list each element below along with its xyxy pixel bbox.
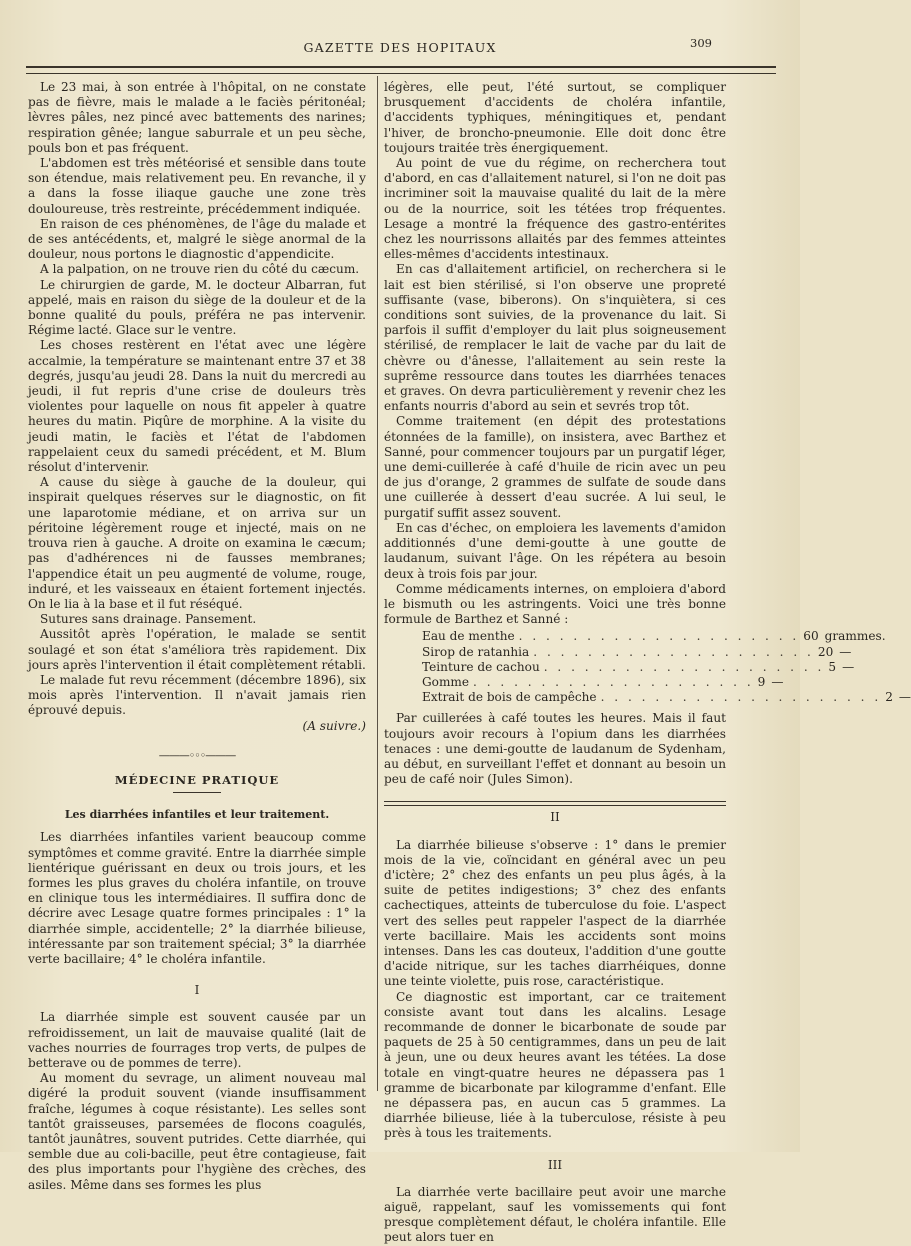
leader-dots: . . . . . . . . . . . . . . . . . . . . . [600,690,882,705]
ingredient-name: Extrait de bois de campêche [422,690,597,705]
ingredient-unit: — [771,674,784,689]
section-title: MÉDECINE PRATIQUE [114,772,280,787]
paragraph: Ce diagnostic est important, car ce traitement consiste avant tout dans les alcalins. Lesage recommande de donner le bicarbonate de soude par paquets de 25 à 50 centigrammes, dans un peu de lait à jeun, une ou deux heures avant les tétées. La dose totale en vingt-quatre heures ne dépassera pas 1 gramme de bicarbonate par kilogramme d'enfant. Elle ne dépassera pas, en aucun cas 5 grammes. La diarrhée bilieuse, liée à la tuberculose, résiste à peu près à tous les traitements. [384,989,726,1141]
formula-row [422,629,886,644]
paragraph: Le malade fut revu récemment (décembre 1896), six mois après l'intervention. Il n'avait jamais rien éprouvé depuis. [28,672,366,718]
column-divider [377,76,378,1091]
formula-row [422,674,784,690]
leader-dots: . . . . . . . . . . . . . . . . . . . . . [518,629,800,644]
paragraph: Sutures sans drainage. Pansement. [40,612,257,627]
paragraph: En raison de ces phénomènes, de l'âge du malade et de ses antécédents, et, malgré le siège anormal de la douleur, nous portons le diagnostic d'appendicite. [28,216,366,262]
right-column [384,80,911,1246]
paragraph: Au moment du sevrage, un aliment nouveau mal digéré la produit souvent (viande insuffisamment fraîche, légumes à coque résistante). Les selles sont tantôt graisseuses, parsemées de flocons coagulés, tantôt jaunâtres, souvent putrides. Cette diarrhée, qui semble due au coli-bacille, peut être contagieuse, fait des plus importants pour l'hygiène des crèches, des asiles. Même dans ses formes les plus [28,1071,366,1192]
section-numeral: II [550,810,560,825]
ornament-divider: ———◦◦◦——— [158,748,236,762]
paragraph: Les choses restèrent en l'état avec une légère accalmie, la température se maintenant entre 37 et 38 degrés, jusqu'au jeudi 28. Dans la nuit du mercredi au jeudi, il fut repris d'une crise de douleurs très violentes pour laquelle on nous fit appeler à quatre heures du matin. Piqûre de morphine. A la visite du jeudi matin, le faciès et l'état de l'abdomen rappelaient ceux du samedi précédent, et M. Blum résolut d'intervenir. [28,338,366,475]
running-title: GAZETTE DES HOPITAUX [303,40,497,55]
leader-dots: . . . . . . . . . . . . . . . . . . . . . [543,659,825,674]
prescription-formula [422,629,911,705]
ingredient-unit: grammes. [824,629,886,644]
paragraph: Comme traitement (en dépit des protestations étonnées de la famille), on insistera, avec Barthez et Sanné, pour commencer toujours par un purgatif léger, une demi-cuillerée à café d'huile de ricin avec un peu de jus d'orange, 2 grammes de sulfate de soude dans une cuillerée à dessert d'eau sucrée. A lui seul, le purgatif suffit assez souvent. [384,414,726,520]
ingredient-name: Sirop de ratanhia [422,644,530,659]
ingredient-unit: — [839,644,852,659]
section-separator [384,801,726,806]
paragraph: Le 23 mai, à son entrée à l'hôpital, on ne constate pas de fièvre, mais le malade a le faciès péritonéal; lèvres pâles, nez pincé avec battements des narines; respiration gênée; langue saburrale et un peu sèche, pouls bon et pas fréquent. [28,80,366,155]
paragraph: légères, elle peut, l'été surtout, se compliquer brusquement d'accidents de choléra infantile, d'accidents typhiques, méningitiques et, pendant l'hiver, de broncho-pneumonie. Elle doit donc être toujours traitée très énergiquement. [384,80,726,155]
paragraph: La diarrhée bilieuse s'observe : 1° dans le premier mois de la vie, coïncidant en général avec un peu d'ictère; 2° chez des enfants un peu plus âgés, à la suite de petites indigestions; 3° chez des enfants cachectiques, atteints de tuberculose du foie. L'aspect vert des selles peut rappeler l'aspect de la diarrhée verte bacillaire. Mais les accidents sont moins intenses. Dans les cas douteux, l'addition d'une goutte d'acide nitrique, sur les taches diarrhéiques, donne une teinte violette, puis rose, caractéristique. [384,837,726,989]
ingredient-quantity: 9 [757,674,766,689]
paragraph: L'abdomen est très météorisé et sensible dans toute son étendue, mais relativement peu. En revanche, il y a dans la fosse iliaque gauche une zone très douloureuse, très restreinte, précédemment indiquée. [28,156,366,216]
paragraph: En cas d'allaitement artificiel, on recherchera si le lait est bien stérilisé, si l'on observe une propreté suffisante (vase, biberons). On s'inquiètera, si ces conditions sont suivies, de la provenance du lait. Si parfois il suffit d'employer du lait plus soigneusement stérilisé, de remplacer le lait de vache par du lait de chèvre ou d'ânesse, l'allaitement au sein reste la suprême ressource dans toutes les diarrhées tenaces et graves. On devra particulièrement y revenir chez les enfants nourris d'abord au sein et sevrés trop tôt. [384,262,726,414]
ingredient-quantity: 5 [828,659,837,674]
paragraph: A cause du siège à gauche de la douleur, qui inspirait quelques réserves sur le diagnostic, on fit une laparotomie médiane, et on arriva sur un péritoine légèrement rouge et injecté, mais on ne trouva rien à gauche. A droite on examina le cæcum; pas d'adhérences ni de fausses membranes; l'appendice était un peu augmenté de volume, rouge, induré, et les vaisseaux en étaient fortement injectés. On le lia à la base et il fut réséqué. [28,475,366,611]
formula-row [422,659,855,675]
paragraph: Aussitôt après l'opération, le malade se sentit soulagé et son état s'améliora très rapidement. Dix jours après l'intervention il était complètement rétabli. [28,627,366,672]
leader-dots: . . . . . . . . . . . . . . . . . . . . . [533,644,814,659]
header-rule [26,66,776,74]
ingredient-name: Eau de menthe [422,629,515,644]
ingredient-quantity: 20 [817,644,834,659]
ingredient-unit: — [898,690,911,705]
paragraph: A la palpation, on ne trouve rien du côté du cæcum. [40,262,360,277]
ingredient-name: Teinture de cachou [422,659,540,674]
section-numeral: III [547,1157,563,1172]
ingredient-quantity: 2 [885,690,893,705]
paragraph: La diarrhée simple est souvent causée par un refroidissement, un lait de mauvaise qualité (lait de vaches nourries de fourrages trop verts, de pulpes de betterave ou de pommes de terre). [28,1010,366,1070]
left-column [28,80,366,1193]
section-numeral: I [194,983,200,998]
page-number: 309 [690,36,712,50]
formula-row [422,690,911,705]
paragraph: En cas d'échec, on emploiera les lavements d'amidon additionnés d'une demi-goutte à une goutte de laudanum, suivant l'âge. On les répétera au besoin deux à trois fois par jour. [384,520,726,581]
page-header [0,36,800,60]
paragraph: Le chirurgien de garde, M. le docteur Albarran, fut appelé, mais en raison du siège de la douleur et de la bonne qualité du pouls, préféra ne pas intervenir. Régime lacté. Glace sur le ventre. [28,277,366,338]
to-follow-note: (A suivre.) [302,718,366,733]
article-subtitle: Les diarrhées infantiles et leur traitement. [64,808,330,822]
ingredient-unit: — [842,659,855,674]
paragraph: La diarrhée verte bacillaire peut avoir une marche aiguë, rappelant, sauf les vomissements qui font presque complètement défaut, le choléra infantile. Elle peut alors tuer en [384,1184,726,1245]
paragraph: Comme médicaments internes, on emploiera d'abord le bismuth ou les astringents. Voici une très bonne formule de Barthez et Sanné : [384,581,726,627]
paragraph: Au point de vue du régime, on recherchera tout d'abord, en cas d'allaitement naturel, si l'on ne doit pas incriminer soit la mauvaise qualité du lait de la mère ou de la nourrice, soit les tétées trop fréquentes. Lesage a montré la fréquence des gastro-entérites chez les nourrissons allaités par des femmes atteintes elles-mêmes d'accidents intestinaux. [384,156,726,262]
article-intro: Les diarrhées infantiles varient beaucoup comme symptômes et comme gravité. Entre la diarrhée simple lientérique guérissant en deux ou trois jours, et les formes les plus graves du choléra infantile, on trouve en clinique tous les intermédiaires. Il suffira donc de décrire avec Lesage quatre formes principales : 1° la diarrhée simple, accidentelle; 2° la diarrhée bilieuse, intéressante par son traitement spécial; 3° la diarrhée verte bacillaire; 4° le choléra infantile. [28,830,366,966]
paragraph: Par cuillerées à café toutes les heures. Mais il faut toujours avoir recours à l'opium dans les diarrhées tenaces : une demi-goutte de laudanum de Sydenham, au début, en surveillant l'effet et donnant au besoin un peu de café noir (Jules Simon). [384,711,726,787]
leader-dots: . . . . . . . . . . . . . . . . . . . . . [473,674,754,689]
formula-row [422,644,852,660]
ingredient-name: Gomme [422,674,470,689]
ingredient-quantity: 60 [803,629,819,644]
title-underline [173,792,221,793]
